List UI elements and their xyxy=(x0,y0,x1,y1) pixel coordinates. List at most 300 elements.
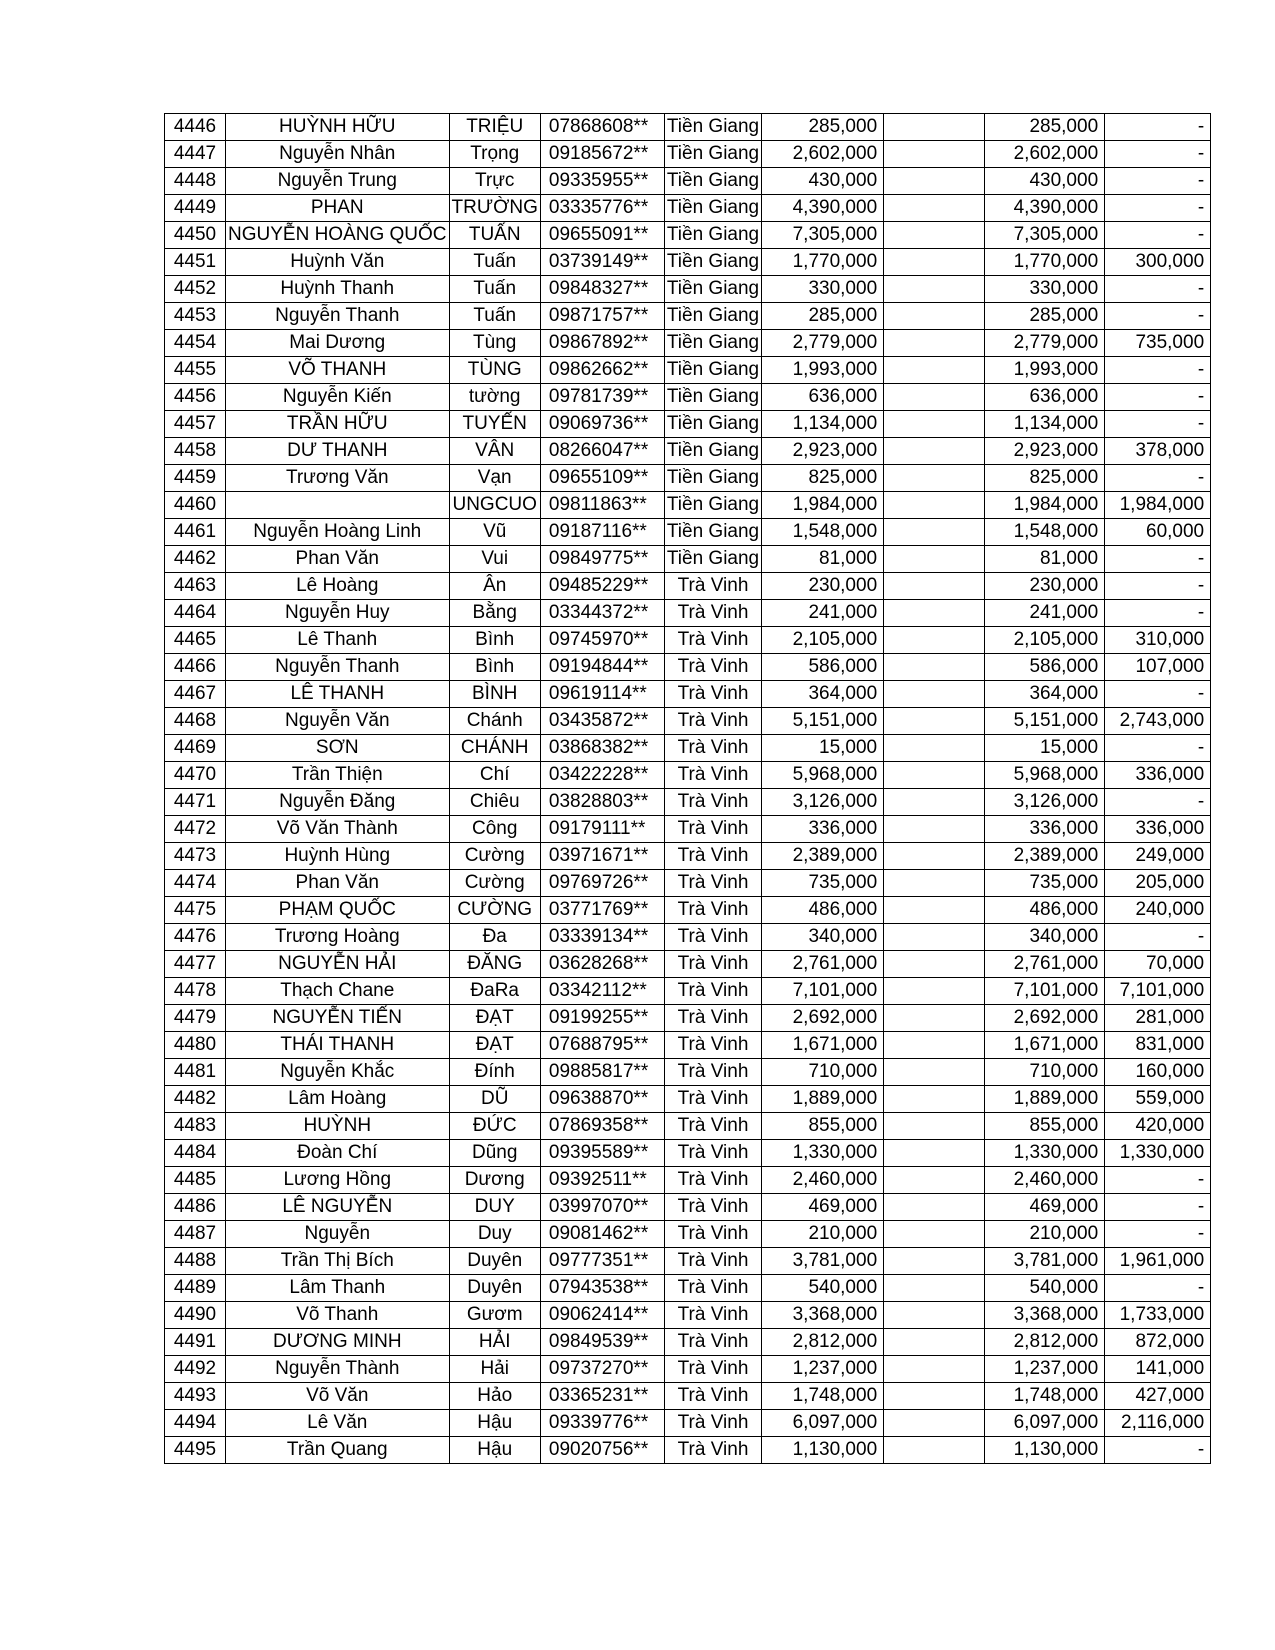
cell-province: Tiền Giang xyxy=(664,114,761,141)
cell-row-number: 4489 xyxy=(165,1275,226,1302)
cell-row-number: 4457 xyxy=(165,411,226,438)
cell-last-name: Gươm xyxy=(449,1302,540,1329)
cell-amount-blank xyxy=(884,168,985,195)
cell-province: Trà Vinh xyxy=(664,1059,761,1086)
cell-given-names: Huỳnh Hùng xyxy=(226,843,450,870)
cell-phone-number: 07869358** xyxy=(540,1113,664,1140)
cell-province: Trà Vinh xyxy=(664,816,761,843)
cell-amount-blank xyxy=(884,1194,985,1221)
cell-province: Trà Vinh xyxy=(664,762,761,789)
cell-last-name: Hải xyxy=(449,1356,540,1383)
cell-given-names: Lâm Thanh xyxy=(226,1275,450,1302)
cell-phone-number: 09655091** xyxy=(540,222,664,249)
cell-province: Trà Vinh xyxy=(664,843,761,870)
table-row xyxy=(165,141,1211,168)
cell-last-name: Bằng xyxy=(449,600,540,627)
cell-last-name: Hậu xyxy=(449,1410,540,1437)
cell-row-number: 4451 xyxy=(165,249,226,276)
cell-given-names: NGUYỄN TIẾN xyxy=(226,1005,450,1032)
cell-amount-paid: 6,097,000 xyxy=(985,1410,1105,1437)
cell-province: Trà Vinh xyxy=(664,1221,761,1248)
cell-given-names: Võ Thanh xyxy=(226,1302,450,1329)
table-row xyxy=(165,1005,1211,1032)
cell-given-names: Huỳnh Thanh xyxy=(226,276,450,303)
cell-province: Tiền Giang xyxy=(664,276,761,303)
cell-amount-total: 1,984,000 xyxy=(762,492,884,519)
cell-amount-remaining: - xyxy=(1105,222,1211,249)
cell-amount-paid: 1,984,000 xyxy=(985,492,1105,519)
cell-phone-number: 09081462** xyxy=(540,1221,664,1248)
cell-amount-remaining: 2,116,000 xyxy=(1105,1410,1211,1437)
cell-amount-remaining: - xyxy=(1105,924,1211,951)
cell-amount-total: 210,000 xyxy=(762,1221,884,1248)
cell-amount-total: 81,000 xyxy=(762,546,884,573)
cell-amount-paid: 1,330,000 xyxy=(985,1140,1105,1167)
cell-row-number: 4462 xyxy=(165,546,226,573)
cell-amount-paid: 364,000 xyxy=(985,681,1105,708)
cell-amount-blank xyxy=(884,654,985,681)
cell-phone-number: 09811863** xyxy=(540,492,664,519)
cell-given-names: Võ Văn Thành xyxy=(226,816,450,843)
cell-amount-paid: 735,000 xyxy=(985,870,1105,897)
cell-amount-total: 1,548,000 xyxy=(762,519,884,546)
cell-amount-total: 1,889,000 xyxy=(762,1086,884,1113)
cell-amount-total: 1,134,000 xyxy=(762,411,884,438)
cell-given-names: NGUYỄN HOÀNG QUỐC xyxy=(226,222,450,249)
cell-province: Trà Vinh xyxy=(664,1167,761,1194)
cell-amount-remaining: - xyxy=(1105,735,1211,762)
table-row xyxy=(165,1221,1211,1248)
cell-amount-remaining: - xyxy=(1105,789,1211,816)
cell-last-name: DUY xyxy=(449,1194,540,1221)
cell-amount-remaining: 141,000 xyxy=(1105,1356,1211,1383)
cell-given-names: HUỲNH HỮU xyxy=(226,114,450,141)
cell-amount-total: 2,812,000 xyxy=(762,1329,884,1356)
table-row xyxy=(165,1410,1211,1437)
cell-phone-number: 09199255** xyxy=(540,1005,664,1032)
cell-phone-number: 09185672** xyxy=(540,141,664,168)
cell-last-name: Tuấn xyxy=(449,303,540,330)
table-row xyxy=(165,1356,1211,1383)
cell-amount-blank xyxy=(884,924,985,951)
cell-amount-total: 2,389,000 xyxy=(762,843,884,870)
table-row xyxy=(165,222,1211,249)
cell-phone-number: 07688795** xyxy=(540,1032,664,1059)
cell-given-names: Lương Hồng xyxy=(226,1167,450,1194)
cell-amount-paid: 2,460,000 xyxy=(985,1167,1105,1194)
cell-last-name: TRIỆU xyxy=(449,114,540,141)
cell-row-number: 4476 xyxy=(165,924,226,951)
cell-row-number: 4488 xyxy=(165,1248,226,1275)
cell-phone-number: 09781739** xyxy=(540,384,664,411)
table-row xyxy=(165,1194,1211,1221)
table-row xyxy=(165,1140,1211,1167)
table-row xyxy=(165,1032,1211,1059)
cell-amount-total: 1,330,000 xyxy=(762,1140,884,1167)
table-row xyxy=(165,897,1211,924)
cell-amount-paid: 210,000 xyxy=(985,1221,1105,1248)
cell-given-names: VÕ THANH xyxy=(226,357,450,384)
cell-amount-total: 825,000 xyxy=(762,465,884,492)
cell-province: Trà Vinh xyxy=(664,573,761,600)
cell-phone-number: 09187116** xyxy=(540,519,664,546)
cell-amount-blank xyxy=(884,870,985,897)
cell-row-number: 4492 xyxy=(165,1356,226,1383)
cell-last-name: Vũ xyxy=(449,519,540,546)
cell-province: Tiền Giang xyxy=(664,303,761,330)
cell-row-number: 4459 xyxy=(165,465,226,492)
cell-amount-total: 540,000 xyxy=(762,1275,884,1302)
cell-province: Trà Vinh xyxy=(664,1329,761,1356)
cell-amount-remaining: - xyxy=(1105,384,1211,411)
cell-amount-total: 7,305,000 xyxy=(762,222,884,249)
cell-amount-paid: 7,305,000 xyxy=(985,222,1105,249)
cell-amount-blank xyxy=(884,384,985,411)
cell-amount-remaining: - xyxy=(1105,573,1211,600)
cell-amount-paid: 1,770,000 xyxy=(985,249,1105,276)
cell-amount-paid: 1,748,000 xyxy=(985,1383,1105,1410)
cell-amount-blank xyxy=(884,789,985,816)
cell-amount-paid: 241,000 xyxy=(985,600,1105,627)
table-row xyxy=(165,465,1211,492)
cell-last-name: Hậu xyxy=(449,1437,540,1464)
table-row xyxy=(165,978,1211,1005)
cell-amount-remaining: - xyxy=(1105,1437,1211,1464)
table-row xyxy=(165,411,1211,438)
table-row xyxy=(165,1248,1211,1275)
cell-amount-paid: 486,000 xyxy=(985,897,1105,924)
cell-phone-number: 07868608** xyxy=(540,114,664,141)
cell-amount-total: 6,097,000 xyxy=(762,1410,884,1437)
cell-row-number: 4452 xyxy=(165,276,226,303)
cell-amount-remaining: 240,000 xyxy=(1105,897,1211,924)
cell-row-number: 4453 xyxy=(165,303,226,330)
table-row xyxy=(165,438,1211,465)
table-row xyxy=(165,1059,1211,1086)
cell-last-name: Tuấn xyxy=(449,276,540,303)
cell-amount-remaining: 310,000 xyxy=(1105,627,1211,654)
cell-province: Trà Vinh xyxy=(664,1410,761,1437)
cell-amount-blank xyxy=(884,1032,985,1059)
cell-amount-blank xyxy=(884,357,985,384)
cell-phone-number: 09194844** xyxy=(540,654,664,681)
cell-amount-paid: 2,779,000 xyxy=(985,330,1105,357)
cell-amount-paid: 1,993,000 xyxy=(985,357,1105,384)
table-row xyxy=(165,195,1211,222)
cell-amount-remaining: - xyxy=(1105,195,1211,222)
cell-amount-paid: 3,368,000 xyxy=(985,1302,1105,1329)
cell-amount-total: 636,000 xyxy=(762,384,884,411)
cell-last-name: Cường xyxy=(449,843,540,870)
cell-province: Tiền Giang xyxy=(664,249,761,276)
table-row xyxy=(165,114,1211,141)
table-row xyxy=(165,924,1211,951)
table-row xyxy=(165,492,1211,519)
cell-given-names: Trần Quang xyxy=(226,1437,450,1464)
cell-amount-total: 1,993,000 xyxy=(762,357,884,384)
cell-phone-number: 03997070** xyxy=(540,1194,664,1221)
cell-amount-remaining: 160,000 xyxy=(1105,1059,1211,1086)
cell-given-names: SƠN xyxy=(226,735,450,762)
table-row xyxy=(165,1275,1211,1302)
cell-province: Tiền Giang xyxy=(664,465,761,492)
cell-row-number: 4482 xyxy=(165,1086,226,1113)
cell-amount-paid: 81,000 xyxy=(985,546,1105,573)
cell-province: Trà Vinh xyxy=(664,1086,761,1113)
cell-given-names: Nguyễn Thanh xyxy=(226,654,450,681)
cell-given-names: Huỳnh Văn xyxy=(226,249,450,276)
cell-amount-remaining: 378,000 xyxy=(1105,438,1211,465)
cell-amount-remaining: - xyxy=(1105,411,1211,438)
cell-province: Tiền Giang xyxy=(664,519,761,546)
cell-amount-total: 3,781,000 xyxy=(762,1248,884,1275)
cell-row-number: 4465 xyxy=(165,627,226,654)
cell-amount-blank xyxy=(884,681,985,708)
cell-amount-blank xyxy=(884,843,985,870)
cell-last-name: Chánh xyxy=(449,708,540,735)
cell-province: Tiền Giang xyxy=(664,384,761,411)
cell-amount-total: 1,671,000 xyxy=(762,1032,884,1059)
cell-amount-paid: 330,000 xyxy=(985,276,1105,303)
cell-phone-number: 09862662** xyxy=(540,357,664,384)
cell-last-name: tường xyxy=(449,384,540,411)
cell-row-number: 4487 xyxy=(165,1221,226,1248)
cell-phone-number: 09069736** xyxy=(540,411,664,438)
cell-amount-total: 3,368,000 xyxy=(762,1302,884,1329)
cell-province: Tiền Giang xyxy=(664,168,761,195)
cell-province: Trà Vinh xyxy=(664,789,761,816)
cell-amount-remaining: 205,000 xyxy=(1105,870,1211,897)
cell-amount-total: 3,126,000 xyxy=(762,789,884,816)
cell-amount-blank xyxy=(884,546,985,573)
cell-row-number: 4455 xyxy=(165,357,226,384)
cell-row-number: 4485 xyxy=(165,1167,226,1194)
cell-row-number: 4477 xyxy=(165,951,226,978)
cell-last-name: ĐẠT xyxy=(449,1032,540,1059)
cell-given-names: Lê Văn xyxy=(226,1410,450,1437)
cell-amount-blank xyxy=(884,1248,985,1275)
cell-last-name: Tuấn xyxy=(449,249,540,276)
cell-province: Tiền Giang xyxy=(664,492,761,519)
cell-phone-number: 03365231** xyxy=(540,1383,664,1410)
cell-province: Tiền Giang xyxy=(664,438,761,465)
cell-row-number: 4446 xyxy=(165,114,226,141)
cell-amount-remaining: 70,000 xyxy=(1105,951,1211,978)
cell-phone-number: 09619114** xyxy=(540,681,664,708)
cell-amount-blank xyxy=(884,1005,985,1032)
cell-amount-blank xyxy=(884,1086,985,1113)
cell-phone-number: 07943538** xyxy=(540,1275,664,1302)
cell-given-names: Nguyễn Hoàng Linh xyxy=(226,519,450,546)
cell-given-names: Nguyễn Văn xyxy=(226,708,450,735)
cell-amount-remaining: 107,000 xyxy=(1105,654,1211,681)
cell-given-names xyxy=(226,492,450,519)
cell-amount-blank xyxy=(884,1383,985,1410)
cell-amount-blank xyxy=(884,276,985,303)
table-row xyxy=(165,789,1211,816)
cell-amount-blank xyxy=(884,114,985,141)
cell-amount-total: 855,000 xyxy=(762,1113,884,1140)
cell-last-name: TUẤN xyxy=(449,222,540,249)
cell-amount-total: 586,000 xyxy=(762,654,884,681)
cell-province: Trà Vinh xyxy=(664,681,761,708)
cell-amount-blank xyxy=(884,627,985,654)
cell-province: Trà Vinh xyxy=(664,978,761,1005)
cell-given-names: Thạch Chane xyxy=(226,978,450,1005)
cell-given-names: Nguyễn Kiến xyxy=(226,384,450,411)
cell-province: Trà Vinh xyxy=(664,1437,761,1464)
cell-last-name: Đa xyxy=(449,924,540,951)
cell-last-name: Trực xyxy=(449,168,540,195)
cell-last-name: VÂN xyxy=(449,438,540,465)
cell-province: Trà Vinh xyxy=(664,924,761,951)
cell-amount-blank xyxy=(884,978,985,1005)
cell-row-number: 4454 xyxy=(165,330,226,357)
cell-phone-number: 03971671** xyxy=(540,843,664,870)
cell-amount-paid: 636,000 xyxy=(985,384,1105,411)
cell-amount-remaining: - xyxy=(1105,465,1211,492)
cell-province: Tiền Giang xyxy=(664,546,761,573)
cell-phone-number: 09737270** xyxy=(540,1356,664,1383)
cell-amount-remaining: 831,000 xyxy=(1105,1032,1211,1059)
cell-province: Trà Vinh xyxy=(664,1032,761,1059)
cell-province: Tiền Giang xyxy=(664,141,761,168)
cell-amount-blank xyxy=(884,573,985,600)
cell-amount-remaining: 336,000 xyxy=(1105,816,1211,843)
cell-amount-total: 330,000 xyxy=(762,276,884,303)
cell-phone-number: 09335955** xyxy=(540,168,664,195)
cell-amount-remaining: 427,000 xyxy=(1105,1383,1211,1410)
cell-amount-blank xyxy=(884,1140,985,1167)
cell-amount-total: 2,602,000 xyxy=(762,141,884,168)
cell-amount-blank xyxy=(884,519,985,546)
cell-amount-blank xyxy=(884,951,985,978)
cell-amount-paid: 7,101,000 xyxy=(985,978,1105,1005)
cell-amount-paid: 586,000 xyxy=(985,654,1105,681)
cell-amount-blank xyxy=(884,600,985,627)
cell-amount-remaining: 1,984,000 xyxy=(1105,492,1211,519)
table-row xyxy=(165,816,1211,843)
table-row xyxy=(165,303,1211,330)
table-row xyxy=(165,654,1211,681)
cell-phone-number: 09849775** xyxy=(540,546,664,573)
cell-amount-remaining: 300,000 xyxy=(1105,249,1211,276)
cell-given-names: LÊ THANH xyxy=(226,681,450,708)
cell-amount-paid: 5,968,000 xyxy=(985,762,1105,789)
table-row xyxy=(165,168,1211,195)
cell-province: Trà Vinh xyxy=(664,897,761,924)
table-row xyxy=(165,1113,1211,1140)
cell-phone-number: 09179111** xyxy=(540,816,664,843)
cell-province: Trà Vinh xyxy=(664,708,761,735)
cell-amount-paid: 855,000 xyxy=(985,1113,1105,1140)
cell-amount-blank xyxy=(884,1302,985,1329)
cell-phone-number: 03628268** xyxy=(540,951,664,978)
cell-given-names: Nguyễn Thành xyxy=(226,1356,450,1383)
cell-given-names: Nguyễn xyxy=(226,1221,450,1248)
cell-amount-paid: 1,237,000 xyxy=(985,1356,1105,1383)
cell-given-names: Lê Hoàng xyxy=(226,573,450,600)
cell-row-number: 4461 xyxy=(165,519,226,546)
cell-amount-remaining: 1,961,000 xyxy=(1105,1248,1211,1275)
cell-amount-blank xyxy=(884,1329,985,1356)
cell-phone-number: 09871757** xyxy=(540,303,664,330)
cell-amount-total: 241,000 xyxy=(762,600,884,627)
cell-amount-blank xyxy=(884,735,985,762)
cell-amount-remaining: 1,733,000 xyxy=(1105,1302,1211,1329)
cell-last-name: Cường xyxy=(449,870,540,897)
cell-amount-total: 2,761,000 xyxy=(762,951,884,978)
cell-amount-blank xyxy=(884,708,985,735)
cell-province: Trà Vinh xyxy=(664,735,761,762)
cell-row-number: 4480 xyxy=(165,1032,226,1059)
cell-province: Trà Vinh xyxy=(664,1140,761,1167)
cell-amount-paid: 5,151,000 xyxy=(985,708,1105,735)
cell-amount-blank xyxy=(884,411,985,438)
table-row xyxy=(165,1167,1211,1194)
table-row xyxy=(165,951,1211,978)
cell-province: Trà Vinh xyxy=(664,1275,761,1302)
cell-given-names: Nguyễn Khắc xyxy=(226,1059,450,1086)
cell-amount-total: 285,000 xyxy=(762,303,884,330)
cell-amount-paid: 2,692,000 xyxy=(985,1005,1105,1032)
table-row xyxy=(165,843,1211,870)
cell-amount-paid: 825,000 xyxy=(985,465,1105,492)
cell-amount-blank xyxy=(884,141,985,168)
cell-province: Tiền Giang xyxy=(664,357,761,384)
cell-last-name: HẢI xyxy=(449,1329,540,1356)
cell-amount-blank xyxy=(884,330,985,357)
cell-amount-paid: 710,000 xyxy=(985,1059,1105,1086)
cell-amount-blank xyxy=(884,816,985,843)
cell-amount-paid: 1,671,000 xyxy=(985,1032,1105,1059)
data-table xyxy=(164,113,1211,1464)
table-row xyxy=(165,708,1211,735)
cell-amount-total: 1,748,000 xyxy=(762,1383,884,1410)
cell-phone-number: 09638870** xyxy=(540,1086,664,1113)
cell-row-number: 4447 xyxy=(165,141,226,168)
cell-given-names: Nguyễn Thanh xyxy=(226,303,450,330)
cell-phone-number: 09020756** xyxy=(540,1437,664,1464)
cell-amount-blank xyxy=(884,1437,985,1464)
cell-last-name: Trọng xyxy=(449,141,540,168)
cell-row-number: 4467 xyxy=(165,681,226,708)
cell-last-name: BÌNH xyxy=(449,681,540,708)
cell-phone-number: 09849539** xyxy=(540,1329,664,1356)
cell-amount-total: 2,105,000 xyxy=(762,627,884,654)
cell-given-names: DƯƠNG MINH xyxy=(226,1329,450,1356)
cell-row-number: 4466 xyxy=(165,654,226,681)
cell-amount-total: 230,000 xyxy=(762,573,884,600)
cell-row-number: 4469 xyxy=(165,735,226,762)
cell-row-number: 4478 xyxy=(165,978,226,1005)
table-body xyxy=(165,114,1211,1464)
cell-province: Trà Vinh xyxy=(664,600,761,627)
cell-amount-paid: 1,548,000 xyxy=(985,519,1105,546)
cell-row-number: 4495 xyxy=(165,1437,226,1464)
cell-amount-blank xyxy=(884,303,985,330)
cell-last-name: UNGCUO xyxy=(449,492,540,519)
cell-amount-blank xyxy=(884,438,985,465)
cell-amount-remaining: 420,000 xyxy=(1105,1113,1211,1140)
cell-given-names: PHẠM QUỐC xyxy=(226,897,450,924)
cell-phone-number: 03435872** xyxy=(540,708,664,735)
cell-phone-number: 09848327** xyxy=(540,276,664,303)
cell-row-number: 4490 xyxy=(165,1302,226,1329)
cell-given-names: NGUYỄN HẢI xyxy=(226,951,450,978)
cell-amount-paid: 15,000 xyxy=(985,735,1105,762)
cell-amount-remaining: - xyxy=(1105,681,1211,708)
